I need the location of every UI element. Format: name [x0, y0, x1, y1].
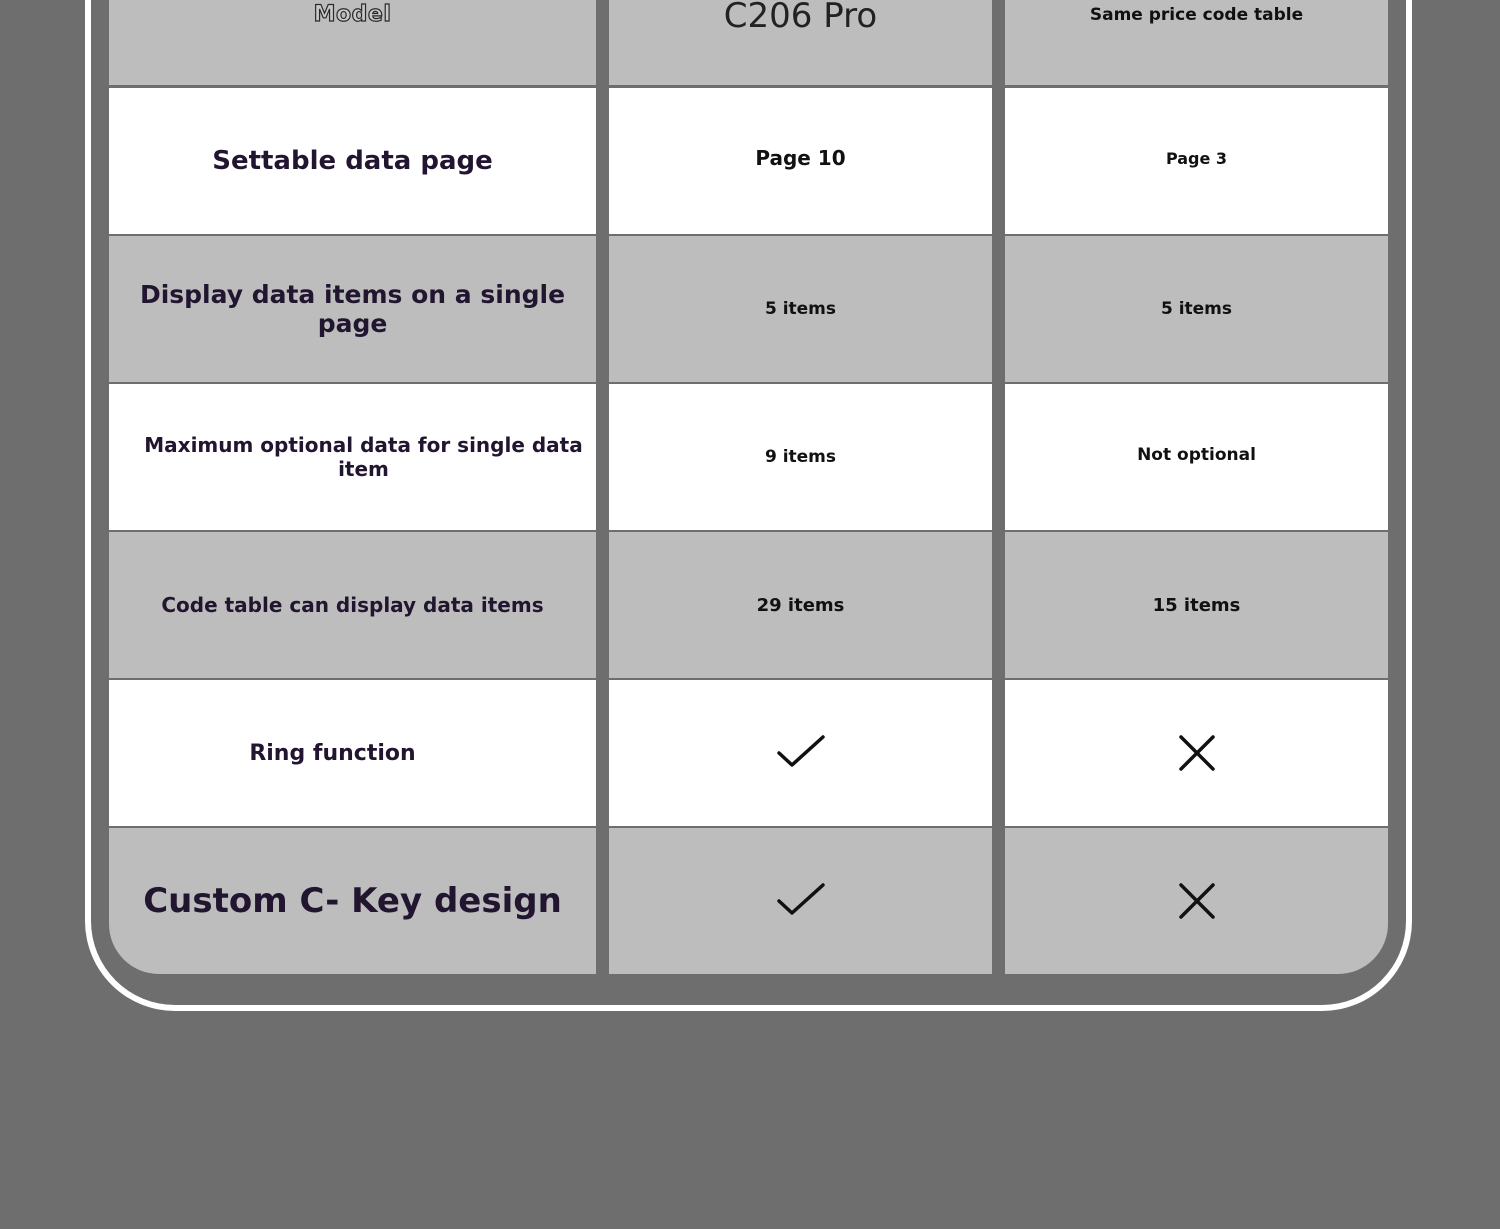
feature-cell — [109, 828, 596, 974]
feature-label: Maximum optional data for single data item — [144, 433, 583, 481]
feature-cell — [109, 236, 596, 382]
c206-value: 5 items — [764, 299, 837, 319]
cross-icon — [1177, 881, 1217, 921]
compare-value: Not optional — [1137, 445, 1256, 465]
feature-label: Code table can display data items — [161, 593, 544, 617]
c206-value-cell — [609, 384, 992, 530]
compare-value-cell — [1005, 680, 1388, 826]
model-name: C206 Pro — [723, 0, 878, 36]
c206-value: 29 items — [756, 594, 845, 616]
c206-value-cell — [609, 236, 992, 382]
model-label: Model — [313, 2, 392, 27]
compare-value-cell — [1005, 384, 1388, 530]
compare-value-cell — [1005, 236, 1388, 382]
c206-value-cell — [609, 680, 992, 826]
feature-cell — [109, 532, 596, 678]
compare-value: Page 3 — [1165, 148, 1228, 168]
header-model-label-cell — [109, 0, 596, 85]
compare-value-cell — [1005, 88, 1388, 234]
feature-label: Custom C- Key design — [143, 881, 562, 921]
feature-label: Settable data page — [212, 146, 493, 176]
check-icon — [775, 881, 827, 921]
c206-value-cell — [609, 828, 992, 974]
c206-value: 9 items — [764, 447, 837, 467]
c206-value-cell — [609, 88, 992, 234]
compare-value-cell — [1005, 828, 1388, 974]
feature-cell — [109, 680, 596, 826]
c206-column — [609, 0, 992, 974]
cross-icon — [1177, 733, 1217, 773]
feature-column — [109, 0, 596, 974]
compare-name: Same price code table — [1089, 5, 1304, 25]
compare-value: 15 items — [1152, 594, 1241, 616]
compare-value-cell — [1005, 532, 1388, 678]
c206-value: Page 10 — [755, 146, 846, 170]
c206-value-cell — [609, 532, 992, 678]
header-model-name-cell — [609, 0, 992, 85]
feature-cell — [109, 88, 596, 234]
compare-column — [1005, 0, 1388, 974]
feature-label: Ring function — [249, 740, 416, 766]
header-compare-name-cell — [1005, 0, 1388, 85]
compare-value: 5 items — [1160, 299, 1233, 319]
feature-label: Display data items on a single page — [139, 280, 566, 338]
feature-cell — [109, 384, 596, 530]
check-icon — [775, 733, 827, 773]
